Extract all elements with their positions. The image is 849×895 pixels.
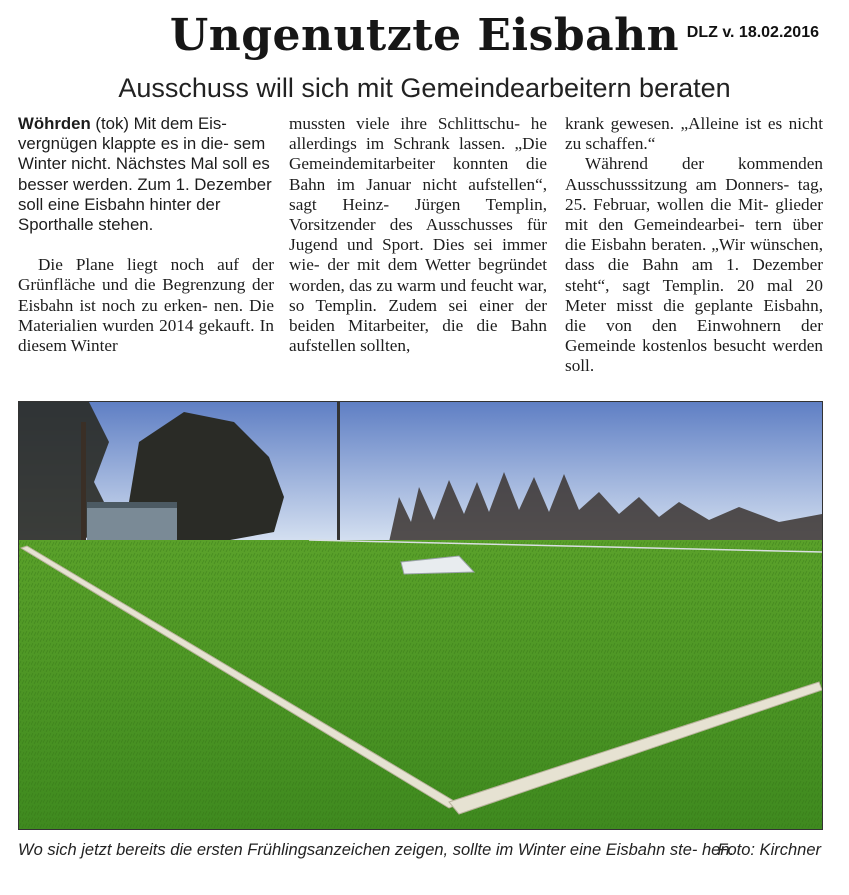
body-paragraph: Während der kommenden Ausschusssitzung am Donners- tag, 25. Februar, wollen die Mit- glieder mit den Gemeindearbei- tern über die Eisbahn beraten. „Wir wünschen, dass die Bahn am 1. Dezember steht“, sagt Templin. 20 mal 20 Meter misst die geplante Eisbahn, die von den Einwohnern der Gemeinde kostenlos besucht werden soll. bbox=[565, 154, 823, 376]
body-paragraph: krank gewesen. „Alleine ist es nicht zu schaffen.“ bbox=[565, 114, 823, 154]
lead-place: Wöhrden bbox=[18, 114, 91, 133]
sports-hall bbox=[87, 506, 177, 542]
article-column-3 bbox=[565, 114, 823, 377]
subheadline: Ausschuss will sich mit Gemeindearbeitern beraten bbox=[118, 73, 731, 103]
body-paragraph: Die Plane liegt noch auf der Grünfläche und die Begrenzung der Eisbahn ist noch zu erken- nen. Die Materialien wurden 2014 gekauft. In diesem Winter bbox=[18, 255, 274, 356]
photo-credit: Foto: Kirchner bbox=[717, 841, 821, 859]
headline: Ungenutzte Eisbahn bbox=[169, 10, 680, 61]
article-photo bbox=[18, 401, 823, 830]
lead-paragraph bbox=[18, 114, 274, 235]
caption-text: Wo sich jetzt bereits die ersten Frühlingsanzeichen zeigen, sollte im Winter eine Eisbahn ste- hen. bbox=[18, 841, 735, 859]
photo-scene bbox=[19, 402, 822, 829]
dateline: DLZ v. 18.02.2016 bbox=[686, 24, 819, 41]
photo-caption bbox=[18, 840, 821, 861]
article-column-1 bbox=[18, 114, 274, 356]
body-paragraph: mussten viele ihre Schlittschu- he allerdings im Schrank lassen. „Die Gemeindemitarbeiter konnten die Bahn im Januar nicht aufstellen“, sagt Heinz- Jürgen Templin, Vorsitzender des Ausschusses für Jugend und Sport. Dies sei immer wie- der mit dem Wetter begründet worden, das zu warm und feucht war, so Templin. Zudem sei einer der beiden Mitarbeiter, die die Bahn aufstellen sollten, bbox=[289, 114, 547, 356]
article-column-2 bbox=[289, 114, 547, 356]
lead-text: (tok) Mit dem Eis- vergnügen klappte es in die- sem Winter nicht. Nächstes Mal soll es besser werden. Zum 1. Dezember soll eine Eisbahn hinter der Sporthalle stehen. bbox=[18, 114, 272, 235]
